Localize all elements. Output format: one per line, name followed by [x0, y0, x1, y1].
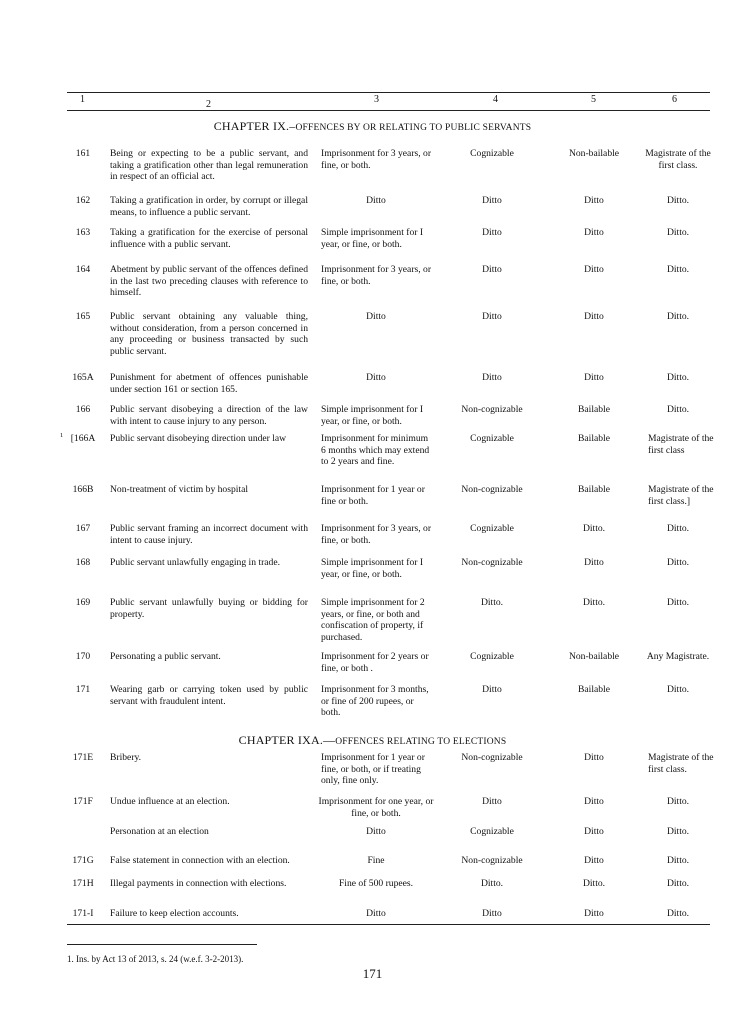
offence-cell: Non-treatment of victim by hospital	[110, 484, 249, 495]
chapter-title: OFFENCES BY OR RELATING TO PUBLIC SERVANTS	[295, 123, 532, 133]
column-number-2: 2	[206, 99, 211, 110]
bailable-cell: Bailable	[578, 684, 610, 695]
chapter-prefix: CHAPTER IXA.	[238, 733, 324, 747]
column-number-6: 6	[672, 94, 677, 105]
punishment-cell: Imprisonment for 3 years, or fine, or both.	[321, 523, 432, 546]
cognizable-cell: Ditto	[482, 684, 502, 695]
offence-cell: Punishment for abetment of offences punishable under section 161 or section 165.	[110, 372, 308, 395]
cognizable-cell: Ditto	[482, 372, 502, 383]
offence-cell: Taking a gratification in order, by corrupt or illegal means, to influence a public servant.	[110, 195, 308, 218]
bailable-cell: Bailable	[578, 433, 610, 444]
cognizable-cell: Ditto	[482, 796, 502, 807]
bailable-cell: Ditto	[584, 372, 604, 383]
bailable-cell: Bailable	[578, 404, 610, 415]
offence-cell: Illegal payments in connection with elections.	[110, 878, 287, 889]
cognizable-cell: Ditto.	[480, 878, 504, 889]
chapter-dash: —	[323, 733, 336, 747]
header-bottom-rule	[67, 110, 710, 111]
column-number-1: 1	[80, 94, 85, 105]
bailable-cell: Ditto.	[582, 878, 606, 889]
bailable-cell: Non-bailable	[568, 148, 620, 159]
offence-cell: Public servant unlawfully engaging in trade.	[110, 557, 280, 568]
court-cell: Ditto.	[666, 597, 690, 608]
page-number: 171	[362, 966, 383, 981]
offence-cell: Wearing garb or carrying token used by public servant with fraudulent intent.	[110, 684, 308, 707]
chapter-title: OFFENCES RELATING TO ELECTIONS	[335, 737, 507, 747]
cognizable-cell: Cognizable	[470, 826, 514, 837]
bailable-cell: Ditto.	[582, 523, 606, 534]
offence-cell: Public servant obtaining any valuable thing, without consideration, from a person concerned in any proceeding or business transacted by such public servant.	[110, 311, 308, 357]
section-cell: 171	[75, 684, 91, 695]
punishment-cell: Ditto	[366, 311, 386, 322]
offence-cell: Public servant framing an incorrect document with intent to cause injury.	[110, 523, 308, 546]
cognizable-cell: Ditto	[482, 908, 502, 919]
court-cell: Ditto.	[666, 908, 690, 919]
chapter-dash: –	[289, 119, 296, 133]
court-cell: Magistrate of the first class	[648, 433, 714, 456]
section-cell: 164	[75, 264, 91, 275]
footnote-rule	[67, 944, 257, 945]
court-cell: Ditto.	[666, 311, 690, 322]
offence-cell: Personation at an election	[110, 826, 209, 837]
section-cell: 165A	[72, 372, 94, 383]
table-top-rule	[67, 92, 710, 93]
section-cell: 166B	[72, 484, 94, 495]
court-cell: Ditto.	[666, 826, 690, 837]
footnote: 1. Ins. by Act 13 of 2013, s. 24 (w.e.f. 3-2-2013).	[67, 954, 244, 964]
bailable-cell: Ditto	[584, 752, 604, 763]
cognizable-cell: Non-cognizable	[461, 484, 523, 495]
offence-cell: False statement in connection with an election.	[110, 855, 290, 866]
offence-cell: Failure to keep election accounts.	[110, 908, 239, 919]
chapter-prefix: CHAPTER IX.	[213, 119, 290, 133]
offence-cell: Public servant unlawfully buying or bidding for property.	[110, 597, 308, 620]
section-cell: 169	[75, 597, 91, 608]
cognizable-cell: Cognizable	[470, 651, 514, 662]
court-cell: Magistrate of the first class.]	[648, 484, 714, 507]
punishment-cell: Ditto	[366, 372, 386, 383]
cognizable-cell: Cognizable	[470, 433, 514, 444]
section-cell: 166	[75, 404, 91, 415]
cognizable-cell: Ditto	[482, 311, 502, 322]
cognizable-cell: Ditto.	[480, 597, 504, 608]
column-number-5: 5	[591, 94, 596, 105]
bailable-cell: Ditto	[584, 557, 604, 568]
punishment-cell: Imprisonment for 1 year or fine, or both, or if treating only, fine only.	[321, 752, 425, 787]
bailable-cell: Ditto	[584, 796, 604, 807]
punishment-cell: Simple imprisonment for I year, or fine, or both.	[321, 557, 424, 580]
cognizable-cell: Ditto	[482, 227, 502, 238]
punishment-cell: Fine	[367, 855, 385, 866]
court-cell: Any Magistrate.	[646, 651, 710, 662]
section-cell: 162	[75, 195, 91, 206]
chapter-heading	[0, 733, 745, 748]
punishment-cell: Imprisonment for minimum 6 months which may extend to 2 years and fine.	[321, 433, 430, 468]
punishment-cell: Imprisonment for 3 years, or fine, or both.	[321, 148, 432, 171]
punishment-cell: Ditto	[366, 195, 386, 206]
bailable-cell: Non-bailable	[568, 651, 620, 662]
section-cell: 161	[75, 148, 91, 159]
offence-cell: Taking a gratification for the exercise of personal influence with a public servant.	[110, 227, 308, 250]
cognizable-cell: Non-cognizable	[461, 557, 523, 568]
punishment-cell: Fine of 500 rupees.	[338, 878, 414, 889]
court-cell: Ditto.	[666, 878, 690, 889]
cognizable-cell: Non-cognizable	[461, 855, 523, 866]
section-cell: 168	[75, 557, 91, 568]
offence-cell: Public servant disobeying direction under law	[110, 433, 287, 444]
section-cell: 170	[75, 651, 91, 662]
chapter-heading	[0, 119, 745, 134]
bailable-cell: Ditto	[584, 826, 604, 837]
section-cell: 163	[75, 227, 91, 238]
court-cell: Magistrate of the first class.	[648, 752, 714, 775]
bailable-cell: Ditto.	[582, 597, 606, 608]
column-number-4: 4	[493, 94, 498, 105]
court-cell: Ditto.	[666, 796, 690, 807]
punishment-cell: Simple imprisonment for 2 years, or fine, or both and confiscation of property, if purchased.	[321, 597, 425, 643]
punishment-cell: Imprisonment for 2 years or fine, or both .	[321, 651, 429, 674]
footnote-marker: 1	[60, 432, 64, 439]
section-cell: 171E	[72, 752, 94, 763]
section-cell: 171H	[72, 878, 94, 889]
section-cell: 171F	[73, 796, 93, 807]
punishment-cell: Simple imprisonment for I year, or fine, or both.	[321, 227, 424, 250]
table-bottom-rule	[67, 924, 710, 925]
bailable-cell: Ditto	[584, 311, 604, 322]
cognizable-cell: Non-cognizable	[461, 404, 523, 415]
section-cell: 165	[75, 311, 91, 322]
punishment-cell: Imprisonment for 3 years, or fine, or both.	[321, 264, 432, 287]
court-cell: Ditto.	[666, 195, 690, 206]
section-cell: 171-I	[72, 908, 94, 919]
court-cell: Ditto.	[666, 227, 690, 238]
punishment-cell: Imprisonment for one year, or fine, or both.	[318, 796, 434, 819]
punishment-cell: Ditto	[366, 826, 386, 837]
court-cell: Magistrate of the first class.	[645, 148, 711, 171]
section-cell: [166A	[70, 433, 96, 444]
punishment-cell: Imprisonment for 1 year or fine or both.	[321, 484, 425, 507]
offence-cell: Undue influence at an election.	[110, 796, 230, 807]
column-number-3: 3	[374, 94, 379, 105]
court-cell: Ditto.	[666, 523, 690, 534]
punishment-cell: Simple imprisonment for I year, or fine, or both.	[321, 404, 424, 427]
bailable-cell: Ditto	[584, 264, 604, 275]
court-cell: Ditto.	[666, 372, 690, 383]
cognizable-cell: Ditto	[482, 195, 502, 206]
court-cell: Ditto.	[666, 264, 690, 275]
cognizable-cell: Ditto	[482, 264, 502, 275]
court-cell: Ditto.	[666, 557, 690, 568]
cognizable-cell: Non-cognizable	[461, 752, 523, 763]
offence-cell: Being or expecting to be a public servant, and taking a gratification other than legal remuneration in respect of an official act.	[110, 148, 308, 183]
bailable-cell: Ditto	[584, 227, 604, 238]
cognizable-cell: Cognizable	[470, 523, 514, 534]
cognizable-cell: Cognizable	[470, 148, 514, 159]
court-cell: Ditto.	[666, 684, 690, 695]
section-cell: 167	[75, 523, 91, 534]
bailable-cell: Ditto	[584, 908, 604, 919]
punishment-cell: Ditto	[366, 908, 386, 919]
bailable-cell: Ditto	[584, 855, 604, 866]
punishment-cell: Imprisonment for 3 months, or fine of 200 rupees, or both.	[321, 684, 429, 719]
court-cell: Ditto.	[666, 404, 690, 415]
court-cell: Ditto.	[666, 855, 690, 866]
offence-cell: Public servant disobeying a direction of the law with intent to cause injury to any person.	[110, 404, 308, 427]
offence-cell: Bribery.	[110, 752, 142, 763]
bailable-cell: Bailable	[578, 484, 610, 495]
section-cell: 171G	[72, 855, 94, 866]
bailable-cell: Ditto	[584, 195, 604, 206]
offence-cell: Personating a public servant.	[110, 651, 221, 662]
offence-cell: Abetment by public servant of the offences defined in the last two preceding clauses with reference to himself.	[110, 264, 308, 299]
